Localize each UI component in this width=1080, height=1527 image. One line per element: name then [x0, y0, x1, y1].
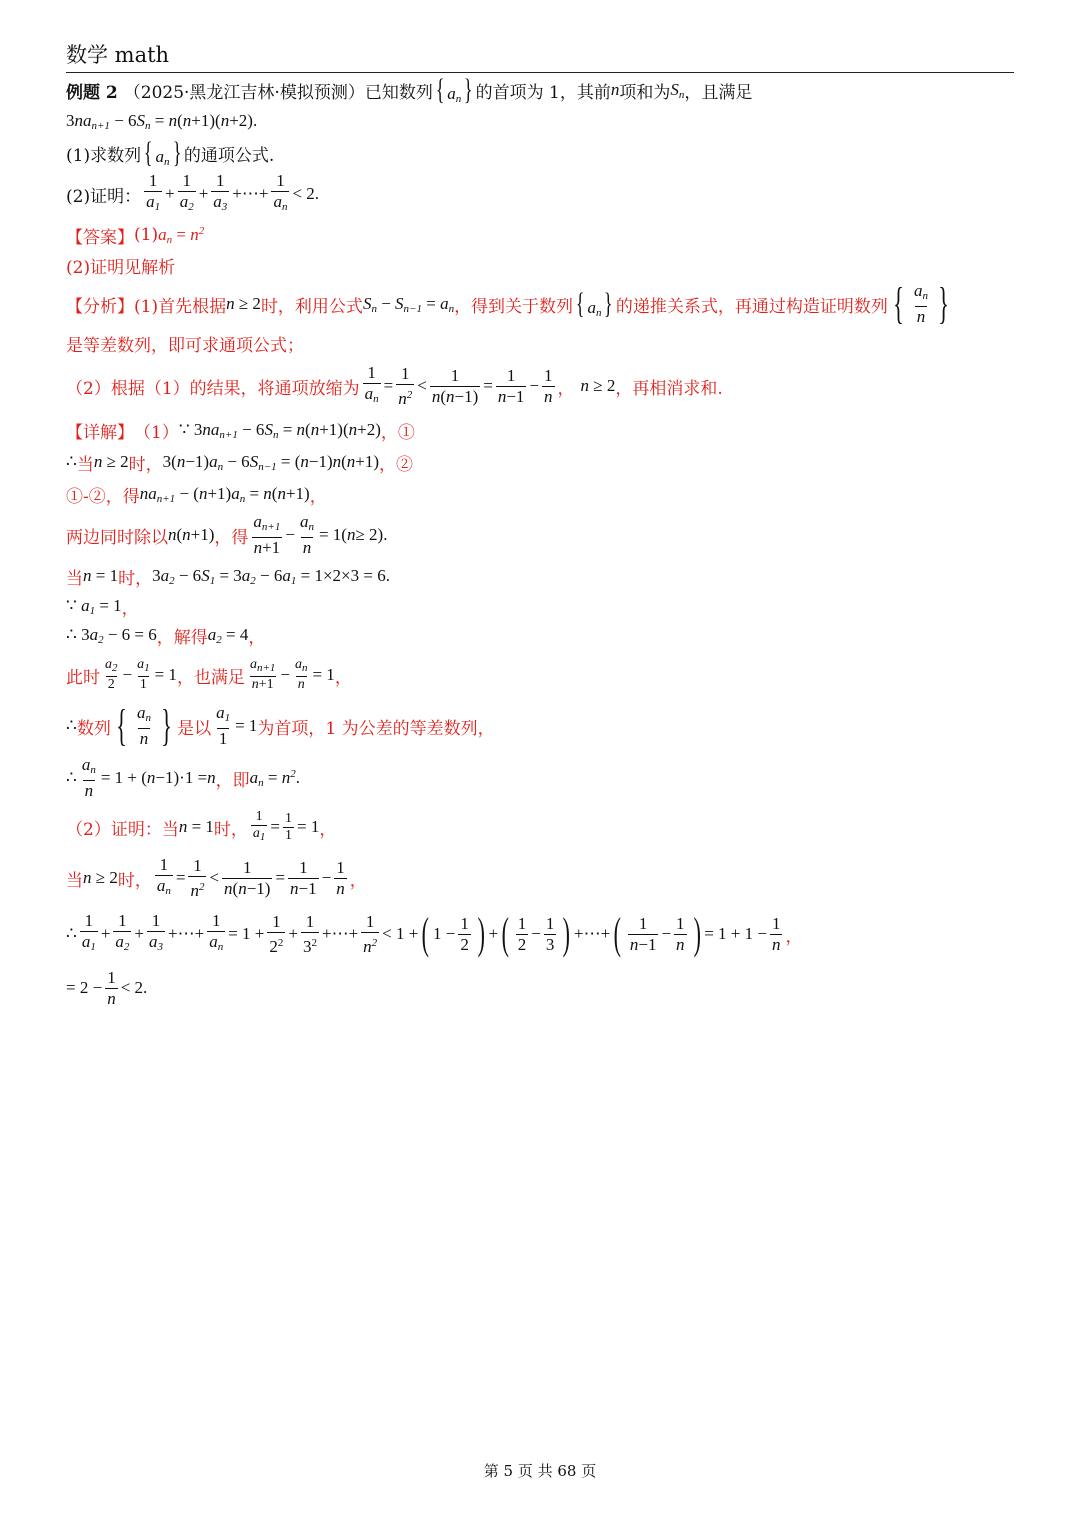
detail-line-1 — [66, 414, 1016, 446]
detail-line-12: 当 n ≥ 2 时， $\frac{1}{a_n}$ = $\frac{1}{n^2}$ < $\frac{1}{n(n-1)}$ = $\frac{1}{n-1}$ − $\frac{1}{n}$ ， — [66, 855, 367, 900]
detail-l12-a: 当 — [66, 870, 83, 891]
formula-Sn: $S_n$ — [670, 79, 685, 101]
detail-l2-a: 当 — [76, 454, 94, 475]
detail-line-9: ∴ 数列 { $\frac{a_n}{n}$ } 是以 $\frac{a_1}{1}$ = 1 为首项，1 为公差的等差数列， — [66, 701, 495, 750]
problem-source: （2025·黑龙江吉林·模拟预测） — [123, 82, 365, 103]
detail-line-10 — [66, 752, 1016, 804]
part1-text: (1)求数列 — [66, 145, 142, 166]
answer-part1: (1) — [134, 225, 159, 245]
detail-line-7: ∴ $3a_2 - 6 = 6$ ，解得 $a_2 = 4$ ， — [66, 624, 266, 648]
formula-n: n — [610, 80, 620, 99]
formula-n-eq-1-b: n = 1 — [178, 817, 214, 836]
formula-Sn-diff: $S_n - S_{n-1} = a_n$ — [362, 293, 455, 315]
analysis-p1-c: ，得到关于数列 — [454, 296, 574, 317]
formula-seq-an-over-n-2: { $\frac{a_n}{n}$ } — [116, 701, 172, 750]
formula-seq-an: { $a_n$} — [435, 73, 473, 106]
detail-l5-b: 时， — [118, 568, 153, 589]
formula-n-eq-1: n = 1 — [83, 566, 119, 585]
analysis-p2-a: （2）根据（1）的结果，将通项放缩为 — [66, 378, 360, 399]
formula-check-2: $\frac{a_{n+1}}{n+1}$ − $\frac{a_n}{n}$ = 1 — [249, 657, 335, 692]
detail-line-3: ①-②，得 $na_{n+1} - (n+1)a_n = n(n+1)$ ， — [66, 483, 327, 507]
formula-a2-val: $a_2 = 4$ — [207, 624, 249, 646]
analysis-p2-c: ，再相消求和. — [615, 378, 723, 399]
formula-n1-case: $3a_2 - 6S_1 = 3a_2 - 6a_1 = 1\times 2\times 3 = 6$. — [152, 565, 390, 587]
page-number: 第 5 页 共 68 页 — [483, 1462, 597, 1480]
formula-n-ge-2-d: n ≥ 2 — [83, 868, 118, 887]
answer-label: 【答案】 — [66, 227, 134, 248]
formula-scaling-2: $\frac{1}{a_n}$ = $\frac{1}{n^2}$ < $\frac{1}{n(n-1)}$ = $\frac{1}{n-1}$ − $\frac{1}{n}$ — [156, 855, 345, 900]
detail-line-14 — [66, 962, 1016, 1014]
detail-line-8: 此时 $\frac{a_2}{2}$ − $\frac{a_1}{1}$ = 1 ，也满足 $\frac{a_{n+1}}{n+1}$ − $\frac{a_n}{n}$ = 1 ， — [66, 657, 352, 692]
problem-stem — [66, 73, 1016, 106]
formula-check: $\frac{a_2}{2}$ − $\frac{a_1}{1}$ = 1 — [105, 657, 177, 692]
formula-sum-inequality: $\frac{1}{a_1}$ + $\frac{1}{a_2}$ + $\frac{1}{a_3}$ +⋯+ $\frac{1}{a_n}$ < 2. — [141, 171, 319, 217]
formula-eq1: ∵ $3na_{n+1} - 6S_n = n(n+1)(n+2)$ — [178, 419, 381, 441]
detail-line-4 — [66, 510, 1016, 560]
formula-general: ∴ $\frac{a_n}{n}$ = 1 + ( n −1)·1 = n — [66, 755, 216, 800]
formula-seq-an-2: { $a_n$} — [143, 136, 182, 169]
problem-text-a: 已知数列 — [364, 82, 433, 103]
detail-l8-b: ，也满足 — [176, 667, 245, 688]
detail-l11-b: 时， — [213, 819, 248, 840]
answer-line-1 — [66, 220, 1016, 250]
detail-l2-mark: ，② — [379, 454, 414, 475]
detail-l12-b: 时， — [117, 870, 152, 891]
analysis-line-3 — [66, 358, 1016, 414]
analysis-line-1 — [66, 280, 1016, 328]
analysis-p1-d: 的递推关系式，再通过构造证明数列 — [615, 296, 888, 317]
detail-l9-c: 为首项，1 为公差的等差数列， — [257, 718, 495, 739]
detail-line-11: （2）证明：当 n = 1 时， $\frac{1}{a_1}$ = $\frac{1}{1}$ = 1 ， — [66, 809, 337, 843]
detail-l2-b: 时， — [128, 454, 163, 475]
detail-l3-a: ①-②，得 — [66, 486, 140, 507]
problem-condition — [66, 104, 1016, 138]
formula-seq-an-over-n: { $\frac{a_n}{n}$ } — [893, 279, 949, 328]
formula-final-an: $a_n = n^2$. — [249, 767, 301, 789]
formula-n-ge-2: n ≥ 2 — [226, 294, 261, 313]
formula-recurrence: $na_{n+1} - (n+1)a_n = n(n+1)$ — [139, 483, 310, 505]
analysis-line-2 — [66, 328, 1016, 358]
formula-n-ge-2-b: n ≥ 2 — [580, 376, 616, 395]
formula-conclusion: = 2 − $\frac{1}{n}$ < 2. — [66, 967, 148, 1008]
formula-eq2: $3(n-1)a_n - 6S_{n-1} = (n-1)n(n+1)$ — [162, 451, 380, 473]
detail-l4-b: ，得 — [214, 527, 249, 548]
detail-line-2: ∴ 当 n ≥ 2 时， $3(n-1)a_n - 6S_{n-1} = (n-1)n(n+1)$ ，② — [66, 451, 414, 475]
analysis-p1-b: 时，利用公式 — [260, 296, 363, 317]
part1-tail: 的通项公式. — [183, 145, 275, 166]
formula-a2-eq: ∴ $3a_2 - 6 = 6$ — [66, 624, 157, 646]
page-header — [66, 40, 1014, 73]
formula-condition: $3na_{n+1} - 6S_n = n(n+1)(n+2)$. — [66, 110, 258, 132]
formula-base-case: $\frac{1}{a_1}$ = $\frac{1}{1}$ = 1 — [252, 809, 320, 843]
detail-l9-a: 数列 — [76, 718, 111, 739]
problem-part1 — [66, 138, 1016, 168]
analysis-label: 【分析】 — [66, 296, 134, 317]
formula-scaling: $\frac{1}{a_n}$ = $\frac{1}{n^2}$ < $\frac{1}{n(n-1)}$ = $\frac{1}{n-1}$ − $\frac{1}{n}$ — [364, 363, 553, 408]
formula-seq-an-3: { $a_n$} — [575, 287, 613, 320]
analysis-p1-e: 是等差数列，即可求通项公式； — [66, 335, 304, 356]
detail-l8-a: 此时 — [66, 667, 100, 688]
formula-first-term: $\frac{a_1}{1}$ = 1 — [216, 703, 258, 748]
detail-line-6: ∵ $a_1 = 1$ ， — [66, 595, 139, 619]
answer-line-2 — [66, 250, 1016, 280]
problem-text-c: 项和为 — [619, 82, 671, 103]
detail-l1-mark: ，① — [380, 422, 415, 443]
formula-answer-an: $a_n = n^2$ — [158, 224, 205, 246]
detail-l5-a: 当 — [66, 568, 83, 589]
problem-label: 例题 2 — [66, 82, 118, 103]
detail-l11-a: （2）证明：当 — [66, 819, 179, 840]
problem-text-b: 的首项为 1，其前 — [475, 82, 611, 103]
analysis-p2-b: ， — [557, 378, 575, 399]
detail-l1-a: （1） — [134, 422, 179, 443]
detail-label: 【详解】 — [66, 422, 134, 443]
formula-a1: ∵ $a_1 = 1$ — [66, 595, 122, 617]
page-footer — [0, 1460, 1080, 1481]
formula-difference: $\frac{a_{n+1}}{n+1}$ − $\frac{a_n}{n}$ = 1( n ≥ 2). — [253, 512, 388, 557]
analysis-p1-a: (1)首先根据 — [134, 296, 227, 317]
formula-telescoping: ∴ $\frac{1}{a_1}$ + $\frac{1}{a_2}$ + $\frac{1}{a_3}$ +⋯+ $\frac{1}{a_n}$ = 1 + $\frac{1}{2^2}$ + $\frac{1}{3^2}$ +⋯+ $\frac{1}{n^2}$ < 1 + ( 1 − $\frac{1}{2}$ ) + ( $\frac{1}{2}$ − $\frac{1}{3}$ ) +⋯+ ( $\frac{1}{n-1}$ − $\frac{1}{n}$ ) = 1 + 1 − $\frac{1}{n}$ — [66, 909, 781, 958]
detail-l10-b: ，即 — [215, 770, 250, 791]
problem-text-d: ，且满足 — [684, 82, 753, 103]
formula-n-ge-2-c: n ≥ 2 — [93, 452, 129, 471]
header-title: 数学 math — [66, 43, 170, 67]
part2-text: (2)证明： — [66, 186, 142, 207]
formula-divisor: n(n+1) — [168, 525, 215, 544]
detail-l9-b: 是以 — [177, 718, 212, 739]
detail-line-5 — [66, 560, 1016, 592]
problem-part2 — [66, 168, 1016, 220]
detail-l4-a: 两边同时除以 — [66, 527, 168, 548]
document-body — [66, 73, 1016, 1014]
answer-part2: (2)证明见解析 — [66, 257, 176, 278]
detail-line-13: ∴ $\frac{1}{a_1}$ + $\frac{1}{a_2}$ + $\frac{1}{a_3}$ +⋯+ $\frac{1}{a_n}$ = 1 + $\frac{1}{2^2}$ + $\frac{1}{3^2}$ +⋯+ $\frac{1}{n^2}$ < 1 + ( 1 − $\frac{1}{2}$ ) + ( $\frac{1}{2}$ − $\frac{1}{3}$ ) +⋯+ ( $\frac{1}{n-1}$ − $\frac{1}{n}$ ) = 1 + 1 − $\frac{1}{n}$ ， — [66, 909, 803, 958]
detail-l7-b: ，解得 — [156, 627, 208, 648]
